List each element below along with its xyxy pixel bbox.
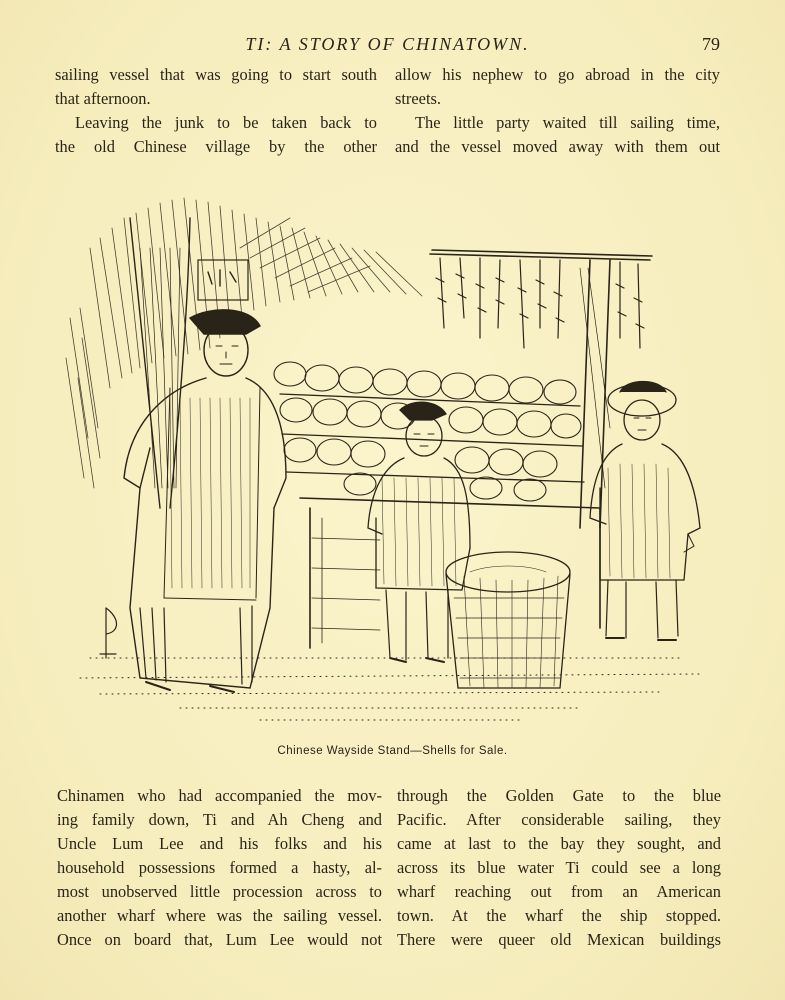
page-number: 79 bbox=[702, 34, 720, 54]
text-line: There were queer old Mexican buildings bbox=[397, 930, 721, 949]
text-line: another wharf where was the sailing vessel. bbox=[57, 906, 382, 925]
sign-board bbox=[198, 260, 248, 300]
illustration-drawing bbox=[60, 188, 720, 733]
text-line: through the Golden Gate to the blue bbox=[397, 786, 721, 805]
text-line: Leaving the junk to be taken back to bbox=[75, 113, 377, 132]
text-line: ing family down, Ti and Ah Cheng and bbox=[57, 810, 382, 829]
text-line: the old Chinese village by the other bbox=[55, 137, 377, 156]
ground-stipple bbox=[80, 658, 700, 720]
text-column-bottom-left bbox=[57, 784, 382, 952]
text-line: Once on board that, Lum Lee would not bbox=[57, 930, 382, 949]
illustration-wayside-stand bbox=[60, 188, 720, 733]
artist-monogram bbox=[100, 608, 117, 658]
text-line: Chinamen who had accompanied the mov- bbox=[57, 786, 382, 805]
figure-caption: Chinese Wayside Stand—Shells for Sale. bbox=[277, 745, 508, 757]
running-title: TI: A STORY OF CHINATOWN. bbox=[245, 34, 530, 54]
text-column-top-left bbox=[55, 63, 377, 159]
text-line: streets. bbox=[395, 89, 441, 108]
shells bbox=[274, 362, 584, 501]
text-column-top-right bbox=[395, 63, 720, 159]
basket bbox=[446, 552, 570, 688]
text-line: came at last to the bay they sought, and bbox=[397, 834, 721, 853]
text-line: most unobserved little procession across to bbox=[57, 882, 382, 901]
text-line: allow his nephew to go abroad in the city bbox=[395, 65, 720, 84]
text-line: sailing vessel that was going to start south bbox=[55, 65, 377, 84]
running-head bbox=[55, 34, 720, 58]
text-line: Uncle Lum Lee and his folks and his bbox=[57, 834, 382, 853]
text-line: across its blue water Ti could see a long bbox=[397, 858, 721, 877]
text-line: town. At the wharf the ship stopped. bbox=[397, 906, 721, 925]
text-column-bottom-right bbox=[397, 784, 721, 952]
tree-trunk bbox=[130, 218, 190, 508]
text-line: wharf reaching out from an American bbox=[397, 882, 721, 901]
text-line: and the vessel moved away with them out bbox=[395, 137, 720, 156]
tree-foliage bbox=[66, 198, 422, 488]
hanging-goods bbox=[436, 258, 644, 348]
text-line: The little party waited till sailing time, bbox=[415, 113, 720, 132]
text-line: that afternoon. bbox=[55, 89, 151, 108]
text-line: household possessions formed a hasty, al- bbox=[57, 858, 382, 877]
figure-child-right bbox=[590, 382, 700, 641]
figure-man bbox=[124, 310, 286, 692]
text-line: Pacific. After considerable sailing, they bbox=[397, 810, 721, 829]
